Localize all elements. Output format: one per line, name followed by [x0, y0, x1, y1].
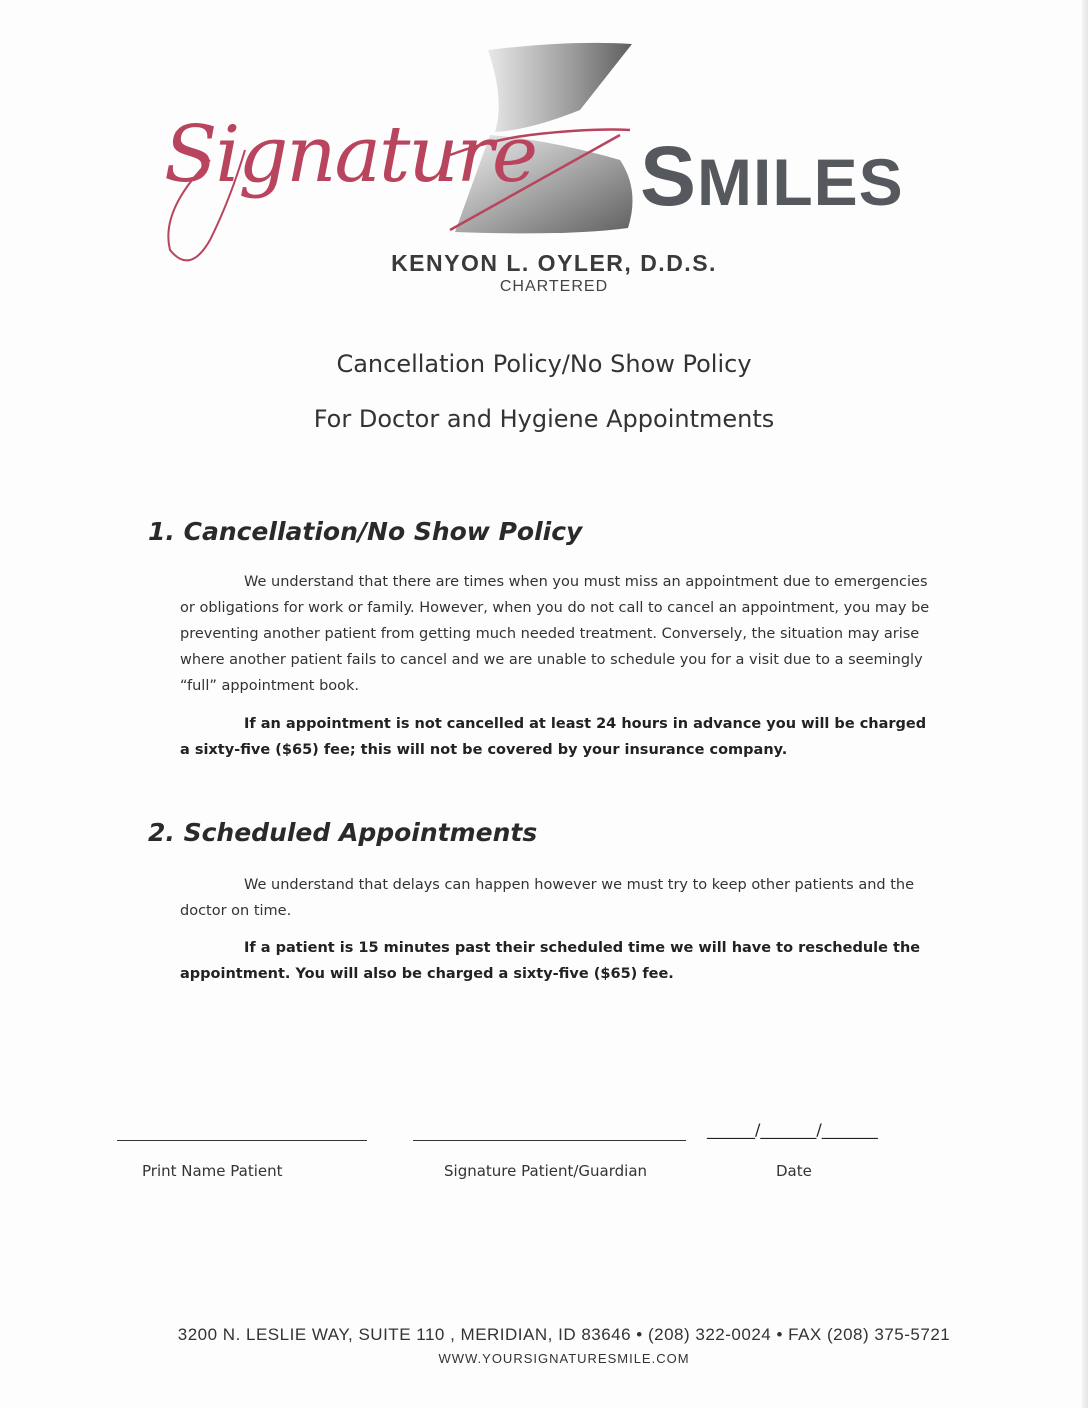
signature-line[interactable] [413, 1140, 686, 1141]
practice-subtitle: CHARTERED [499, 278, 609, 295]
date-label: Date [776, 1162, 812, 1180]
footer-website: WWW.YOURSIGNATURESMILE.COM [438, 1351, 690, 1366]
logo-script-word: Signature [164, 110, 537, 200]
section-fee-notice-cancellation: If an appointment is not cancelled at least 24 hours in advance you will be charged a sixty-five ($65) fee; this will not be covered by your insurance company. [180, 716, 927, 758]
signature-label: Signature Patient/Guardian [444, 1162, 648, 1180]
doctor-name: KENYON L. OYLER, D.D.S. [391, 250, 717, 276]
footer-address: 3200 N. LESLIE WAY, SUITE 110 , MERIDIAN, ID 83646 • (208) 322-0024 • FAX (208) 375-5721 [177, 1325, 951, 1344]
print-name-line[interactable] [117, 1140, 367, 1141]
section-paragraph-cancellation: We understand that there are times when you must miss an appointment due to emergencies or obligations for work or family. However, when you do not call to cancel an appointment, you may be preventing another patient from getting much needed treatment. Conversely, the situation may arise where another patient fails to cancel and we are unable to schedule you for a visit due to a seemingly “full” appointment book. [180, 574, 930, 694]
logo-brand-initial: S [640, 129, 698, 223]
section-fee-notice-scheduled: If a patient is 15 minutes past their scheduled time we will have to reschedule the appointment. You will also be charged a sixty-five ($65) fee. [180, 940, 921, 982]
section-paragraph-scheduled: We understand that delays can happen however we must try to keep other patients and the doctor on time. [180, 877, 915, 919]
date-line[interactable]: ______/_______/_______ [707, 1120, 878, 1139]
section-heading-scheduled: 2. Scheduled Appointments [148, 818, 538, 847]
signature-smiles-logo [150, 40, 910, 280]
page-edge-shadow [1082, 0, 1088, 1408]
section-heading-cancellation: 1. Cancellation/No Show Policy [148, 517, 583, 546]
print-name-label: Print Name Patient [142, 1162, 283, 1180]
logo-brand-word [640, 128, 904, 225]
document-subtitle: For Doctor and Hygiene Appointments [313, 405, 775, 433]
logo-brand-rest: MILES [697, 145, 904, 219]
document-title: Cancellation Policy/No Show Policy [336, 350, 752, 378]
